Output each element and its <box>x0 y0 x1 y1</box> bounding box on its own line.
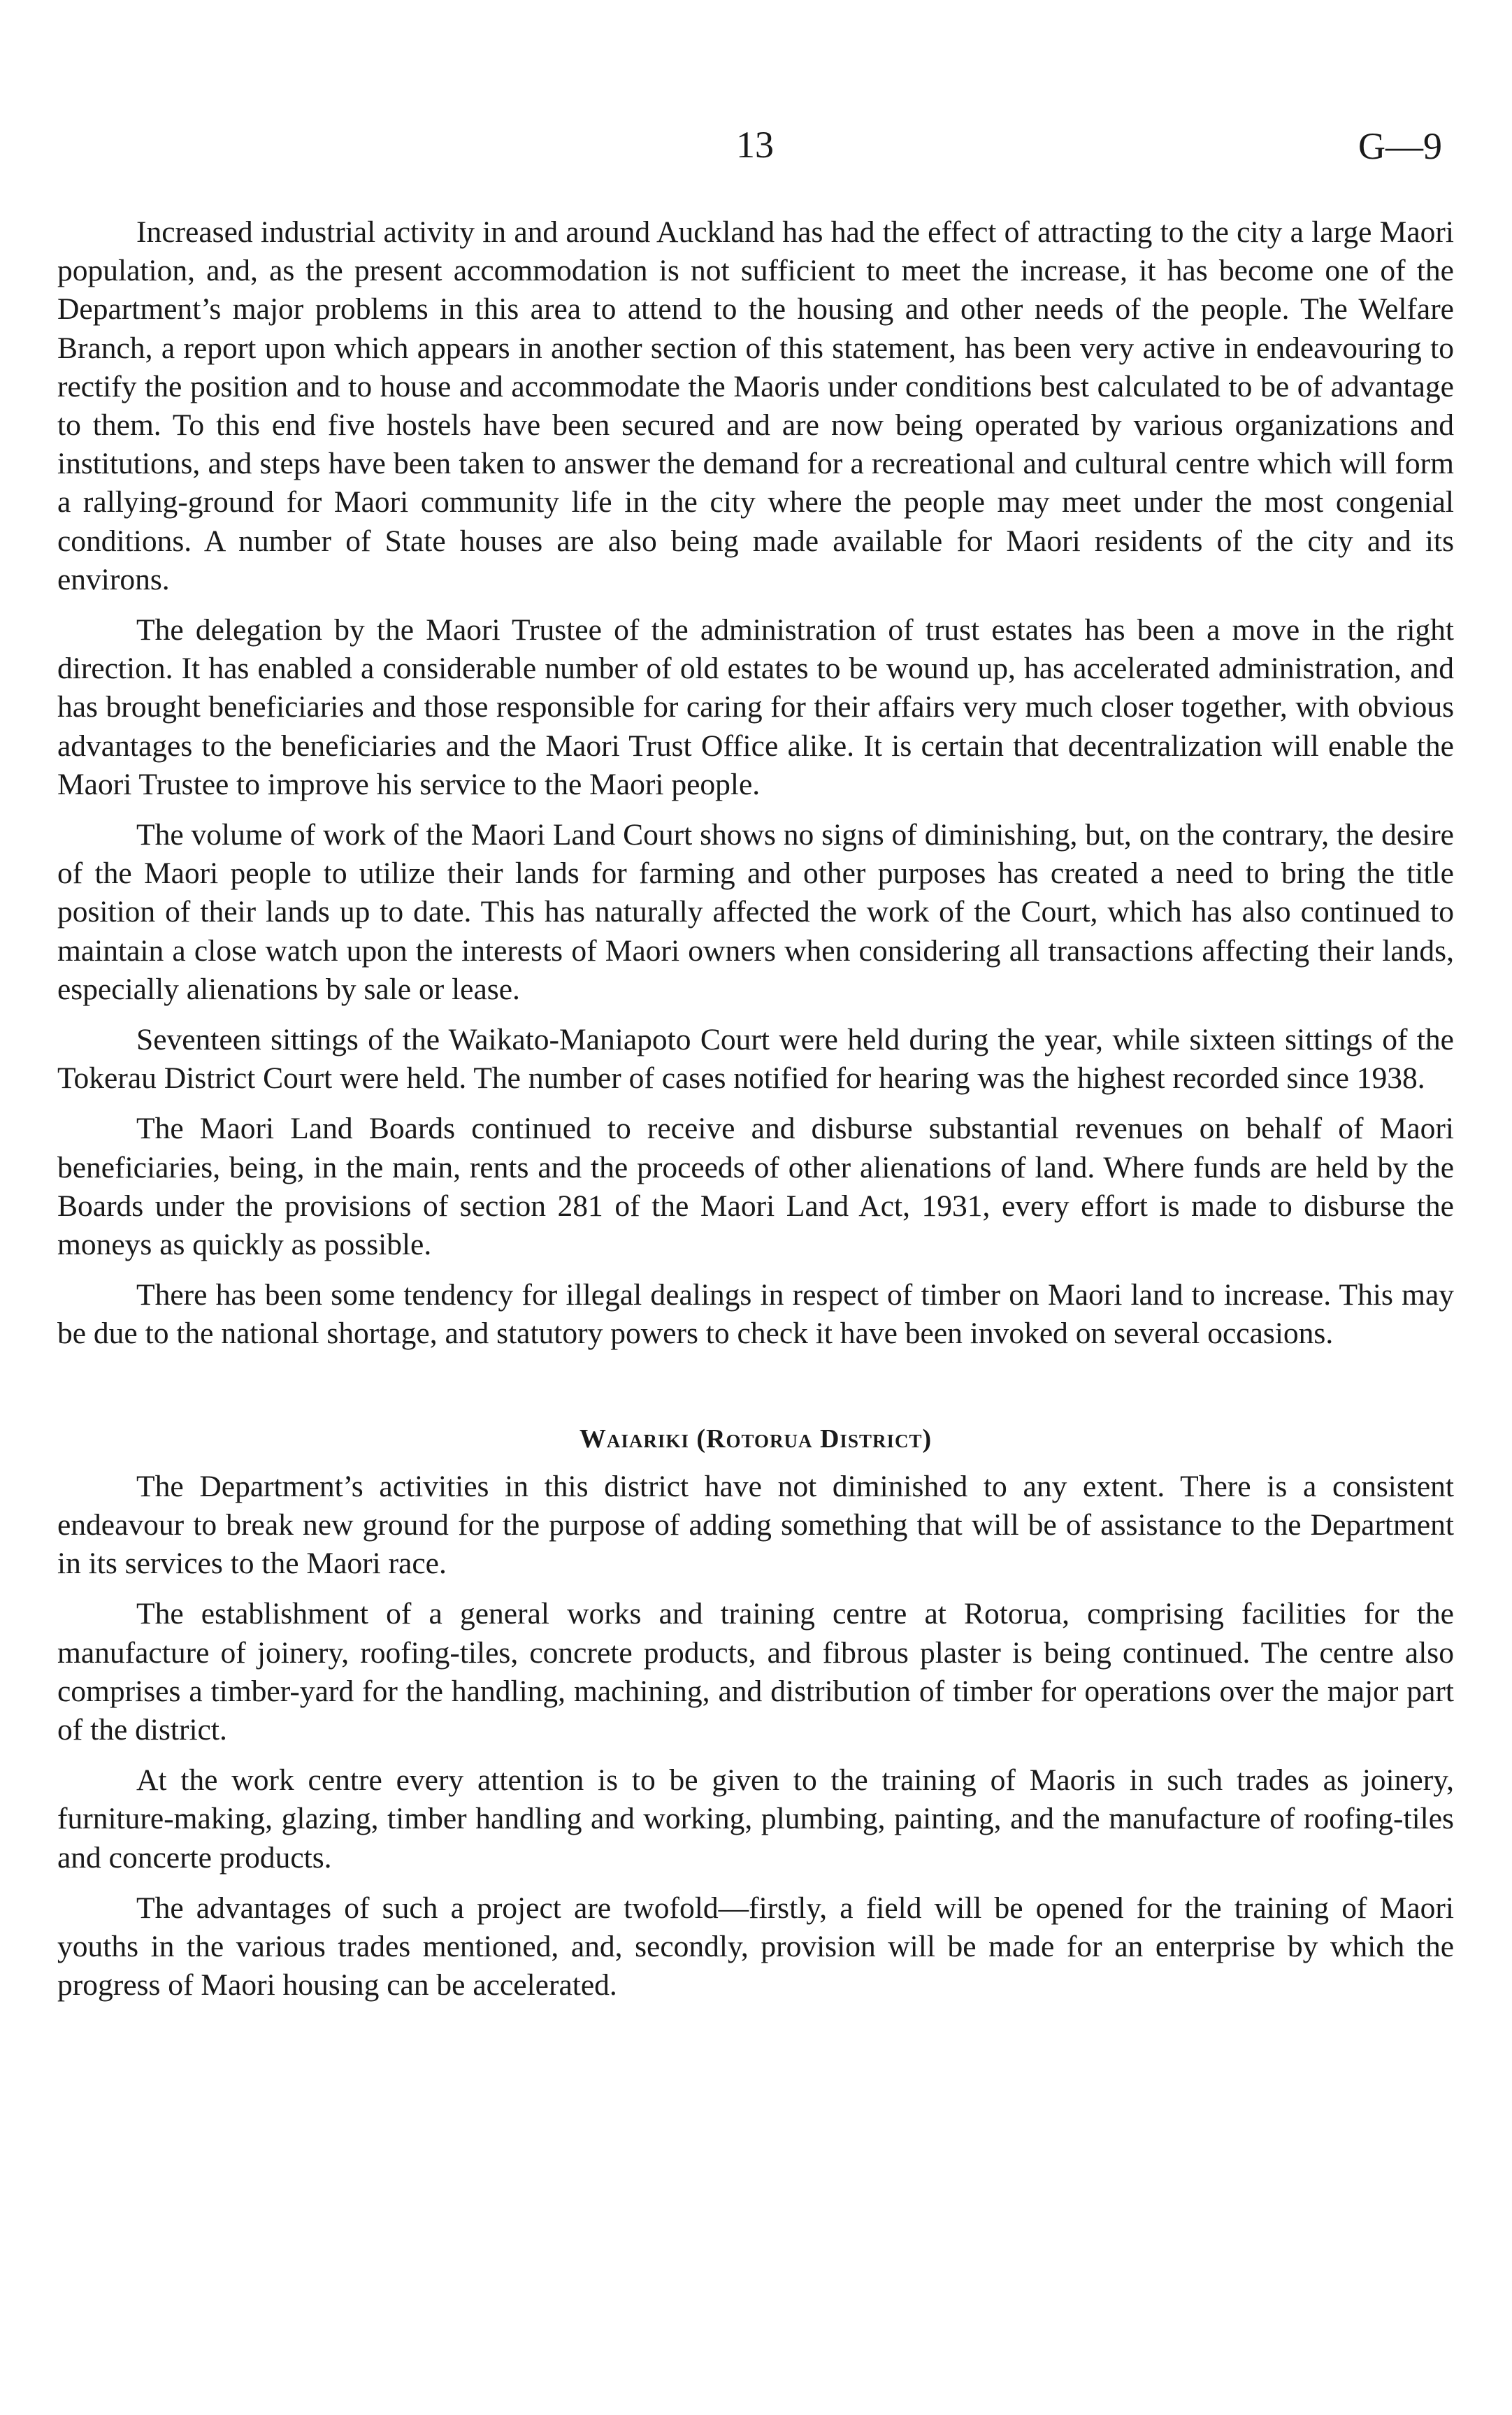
paragraph-training-centre: The establishment of a general works and training centre at Rotorua, comprising facilities for the manufacture of joinery, roofing-tiles, concrete products, and fibrous plaster is being continued. The centre also comprises a timber-yard for the handling, machining, and distribution of timber for operations over the major part of the district. <box>57 1597 1454 1747</box>
paragraph-project-advantages: The advantages of such a project are twofold—firstly, a field will be opened for the training of Maori youths in the various trades mentioned, and, secondly, provision will be made for an enterprise by which the progress of Maori housing can be accelerated. <box>57 1891 1454 2002</box>
paragraph-auckland-housing: Increased industrial activity in and around Auckland has had the effect of attracting to the city a large Maori population, and, as the present accommodation is not sufficient to meet the increase, it has become one of the Department’s major problems in this area to attend to the housing and other needs of the people. The Welfare Branch, a report upon which appears in another section of this statement, has been very active in endeavouring to rectify the position and to house and accommodate the Maoris under conditions best calculated to be of advantage to them. To this end five hostels have been secured and are now being operated by various organizations and institutions, and steps have been taken to answer the demand for a recreational and cultural centre which will form a rallying-ground for Maori community life in the city where the people may meet under the most congenial conditions. A number of State houses are also being made available for Maori residents of the city and its environs. <box>57 215 1454 596</box>
paragraph-land-boards: The Maori Land Boards continued to receive and disburse substantial revenues on behalf of Maori beneficiaries, being, in the main, rents and the proceeds of other alienations of land. Where funds are held by the Boards under the provisions of section 281 of the Maori Land Act, 1931, every effort is made to disburse the moneys as quickly as possible. <box>57 1112 1454 1262</box>
body-text <box>57 213 1454 2005</box>
page-number: 13 <box>736 124 774 166</box>
paragraph-district-activities: The Department’s activities in this district have not diminished to any extent. There is a consistent endeavour to break new ground for the purpose of adding something that will be of assistance to the Department in its services to the Maori race. <box>57 1469 1454 1581</box>
paragraph-trust-delegation: The delegation by the Maori Trustee of the administration of trust estates has been a move in the right direction. It has enabled a considerable number of old estates to be wound up, has accelerated administration, and has brought beneficiaries and those responsible for caring for their affairs very much closer together, with obvious advantages to the beneficiaries and the Maori Trust Office alike. It is certain that decentralization will enable the Maori Trustee to improve his service to the Maori people. <box>57 613 1454 801</box>
paragraph-timber-dealings: There has been some tendency for illegal dealings in respect of timber on Maori land to increase. This may be due to the national shortage, and statutory powers to check it have been invoked on several occasions. <box>57 1278 1454 1351</box>
paragraph-court-sittings: Seventeen sittings of the Waikato-Maniapoto Court were held during the year, while sixteen sittings of the Tokerau District Court were held. The number of cases notified for hearing was the highest recorded since 1938. <box>57 1023 1454 1096</box>
paragraph-land-court: The volume of work of the Maori Land Court shows no signs of diminishing, but, on the contrary, the desire of the Maori people to utilize their lands for farming and other purposes has created a need to bring the title position of their lands up to date. This has naturally affected the work of the Court, which has also continued to maintain a close watch upon the interests of Maori owners when considering all transactions affecting their lands, especially alienations by sale or lease. <box>57 818 1454 1006</box>
document-code: G—9 <box>1358 125 1442 167</box>
paragraph-trades-training: At the work centre every attention is to be given to the training of Maoris in such trades as joinery, furniture-making, glazing, timber handling and working, plumbing, painting, and the manufacture of roofing-tiles and concerte products. <box>57 1763 1454 1875</box>
section-heading-waiariki: Waiariki (Rotorua District) <box>579 1424 933 1454</box>
